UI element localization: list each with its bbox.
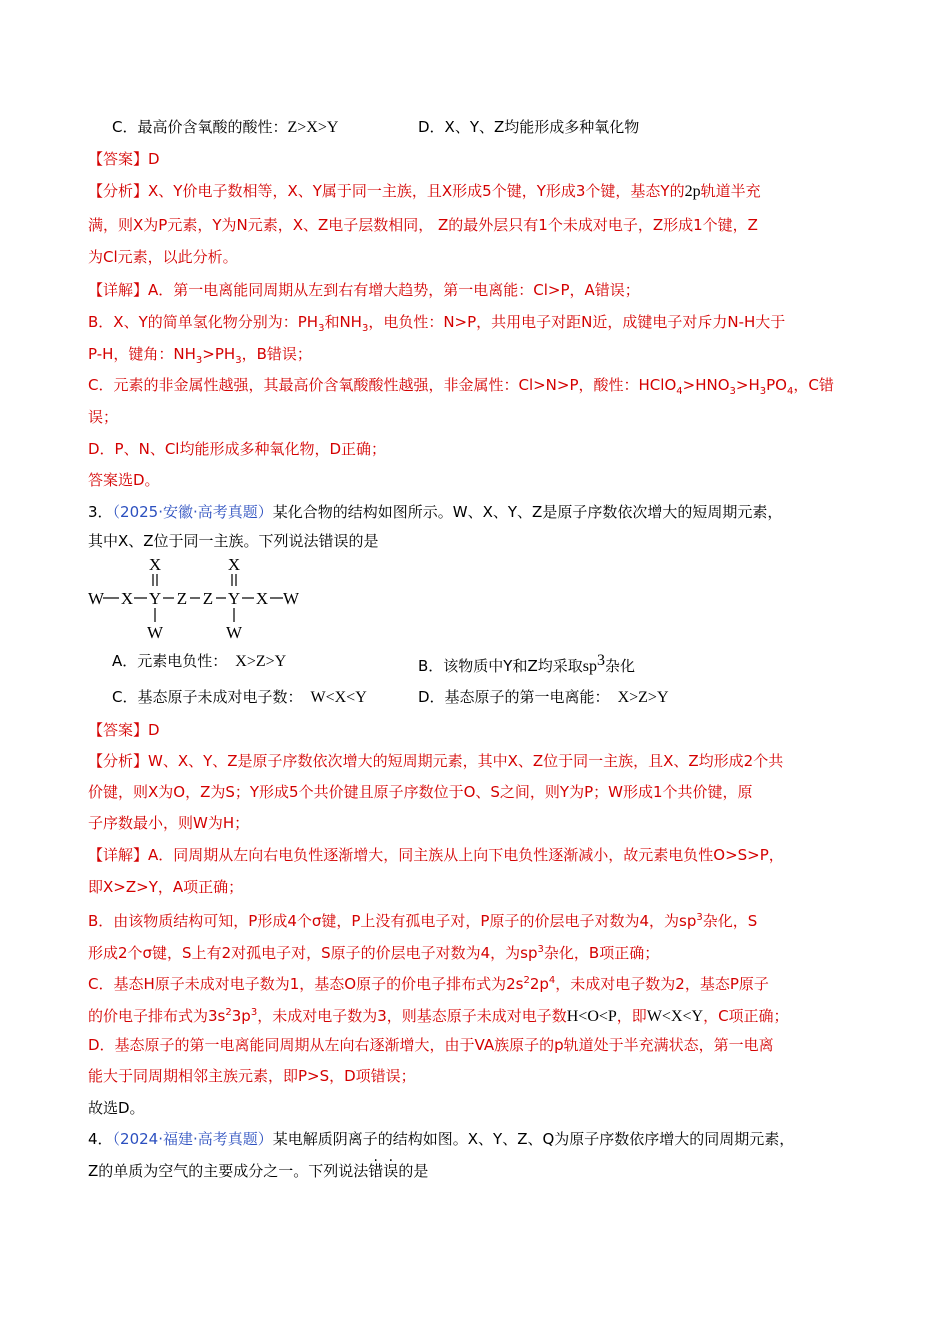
option-formula: W<X<Y (310, 689, 367, 706)
text: ，C项正确； (703, 1007, 789, 1025)
option-text: 杂化 (604, 657, 635, 675)
q2-conclusion: 答案选D。 (88, 471, 160, 489)
sp-formula: sp (582, 658, 597, 675)
atom-w-1: W (87, 589, 105, 608)
text: 的价电子排布式为3s (88, 1007, 226, 1025)
text: P-H，键角：NH (88, 345, 196, 363)
stem-text: 某化合物的结构如图所示。W、X、Y、Z是原子序数依次增大的短周期元素， (272, 503, 783, 521)
q3-option-a (112, 650, 286, 673)
text: ，C错 (793, 376, 834, 394)
option-label: B．该物质中Y和Z均采取 (418, 657, 583, 675)
detail-text: A．第一电离能同周期从左到右有增大趋势，第一电离能：Cl>P，A错误； (148, 281, 640, 299)
text: >H (735, 376, 760, 394)
detail-tag: 【详解】 (88, 281, 149, 299)
atom-z-2: Z (202, 589, 214, 608)
atom-x-top-right: X (227, 556, 241, 574)
q3-stem-line-2: 其中X、Z位于同一主族。下列说法错误的是 (88, 532, 379, 550)
option-label: C．基态原子未成对电子数： (112, 688, 303, 706)
option-formula: X>Z>Y (235, 653, 287, 670)
q3-analysis-line-2: 价键，则X为O，Z为S；Y形成5个共价键且原子序数位于O、S之间，则Y为P；W形成1个共价键，原 (88, 783, 753, 801)
text: ，即 (616, 1007, 647, 1025)
subscript: 4 (676, 386, 683, 397)
option-formula: X>Z>Y (617, 689, 669, 706)
text: ，B错误； (241, 345, 312, 363)
q2-option-c (112, 116, 338, 139)
atom-y-2: Y (227, 589, 241, 608)
q3-option-c (112, 686, 367, 709)
q3-conclusion: 故选D。 (88, 1099, 145, 1117)
superscript: 3 (696, 912, 703, 923)
subscript: 3 (361, 323, 369, 334)
q2-answer (88, 148, 868, 170)
orbital-formula: 2p (684, 183, 701, 200)
text: C．元素的非金属性越强，其最高价含氧酸酸性越强，非金属性：Cl>N>P，酸性：HClO (88, 376, 677, 394)
text: 3p (231, 1007, 251, 1025)
text: B．X、Y的简单氢化物分别为：PH (88, 313, 319, 331)
q2-detail-d: D．P、N、Cl均能形成多种氧化物，D正确； (88, 440, 387, 458)
atom-w-bottom-right: W (225, 623, 243, 642)
question-source: （2024·福建·高考真题） (112, 1130, 273, 1148)
q2-analysis-line-1 (88, 180, 868, 203)
text: 杂化，S (702, 912, 758, 930)
analysis-text: X、Y价电子数相等，X、Y属于同一主族，且X形成5个键，Y形成3个键，基态Y的 (148, 182, 685, 200)
superscript: 4 (548, 975, 556, 986)
emphasis-char: 错 (368, 1162, 384, 1180)
analysis-tag: 【分析】 (88, 752, 149, 770)
text: B．由该物质结构可知，P形成4个σ键，P上没有孤电子对，P原子的价层电子对数为4，为sp (88, 912, 697, 930)
text: 形成2个σ键，S上有2对孤电子对，S原子的价层电子对数为4，为sp (88, 944, 538, 962)
q3-stem-line-1 (88, 501, 868, 523)
q2-option-d: D．X、Y、Z均能形成多种氧化物 (418, 118, 640, 136)
atom-w-2: W (282, 589, 300, 608)
q3-option-b (418, 650, 635, 678)
q2-detail-b-2 (88, 343, 868, 372)
formula: H<O<P (566, 1008, 617, 1025)
q4-stem-line-1 (88, 1128, 868, 1150)
stem-text: 某电解质阴离子的结构如图。X、Y、Z、Q为原子序数依序增大的同周期元素， (272, 1130, 795, 1148)
option-label: A．元素电负性： (112, 652, 228, 670)
q3-analysis-line-3: 子序数最小，则W为H； (88, 814, 250, 832)
text: 和NH (324, 313, 362, 331)
q3-detail-a-1 (88, 844, 868, 866)
subscript: 4 (786, 386, 794, 397)
text: C．基态H原子未成对电子数为1，基态O原子的价电子排布式为2s (88, 975, 524, 993)
text: ，未成对电子数为3，则基态原子未成对电子数 (257, 1007, 567, 1025)
text: ，电负性：N>P，共用电子对距N近，成键电子对斥力N-H大于 (368, 313, 786, 331)
option-label: D．基态原子的第一电离能： (418, 688, 610, 706)
q3-detail-d-2: 能大于同周期相邻主族元素，即P>S，D项错误； (88, 1067, 416, 1085)
text: ，未成对电子数为2，基态P原子 (555, 975, 769, 993)
atom-x-top-left: X (148, 556, 162, 574)
q2-detail-c-2: 误； (88, 408, 119, 426)
q3-detail-b-1 (88, 907, 868, 932)
answer-tag: 【答案】 (88, 150, 149, 168)
q4-stem-line-2 (88, 1160, 868, 1182)
question-number: 3． (88, 503, 113, 521)
q2-option-c-label: C．最高价含氧酸的酸性： (112, 118, 288, 136)
stem-text: 的是 (398, 1162, 429, 1180)
q2-detail-c-1 (88, 374, 868, 403)
q2-option-c-formula: Z>X>Y (287, 119, 339, 136)
q2-analysis-line-2: 满，则X为P元素，Y为N元素，X、Z电子层数相同， Z的最外层只有1个未成对电子，Z形成1个键，Z (88, 216, 758, 234)
q3-detail-b-2 (88, 939, 868, 964)
analysis-text: W、X、Y、Z是原子序数依次增大的短周期元素，其中X、Z位于同一主族，且X、Z均形成2个共 (148, 752, 784, 770)
q3-detail-a-2: 即X>Z>Y，A项正确； (88, 878, 244, 896)
superscript: 3 (250, 1007, 258, 1018)
atom-x-1: X (120, 589, 134, 608)
atom-w-bottom-left: W (146, 623, 164, 642)
subscript: 3 (318, 323, 325, 334)
q3-answer (88, 719, 868, 741)
atom-y-1: Y (148, 589, 162, 608)
detail-tag: 【详解】 (88, 846, 149, 864)
analysis-text: 轨道半充 (700, 182, 761, 200)
question-number: 4． (88, 1130, 113, 1148)
subscript: 3 (195, 355, 203, 366)
subscript: 3 (729, 386, 736, 397)
text: >PH (202, 345, 236, 363)
stem-text: Z的单质为空气的主要成分之一。下列说法 (88, 1162, 369, 1180)
q2-analysis-line-3: 为Cl元素，以此分析。 (88, 248, 238, 266)
subscript: 3 (235, 355, 242, 366)
superscript: 3 (596, 652, 605, 669)
superscript: 2 (523, 975, 530, 986)
q3-detail-c-1 (88, 970, 868, 995)
text: 2p (529, 975, 549, 993)
formula: W<X<Y (646, 1008, 704, 1025)
question-source: （2025·安徽·高考真题） (112, 503, 273, 521)
superscript: 3 (537, 944, 544, 955)
atom-z-1: Z (176, 589, 188, 608)
answer-value: D (148, 150, 160, 168)
q3-analysis-line-1 (88, 750, 868, 772)
answer-tag: 【答案】 (88, 721, 149, 739)
subscript: 3 (759, 386, 767, 397)
text: 杂化，B项正确； (543, 944, 660, 962)
q3-option-d (418, 686, 669, 709)
q2-detail-b-1 (88, 311, 868, 340)
analysis-tag: 【分析】 (88, 182, 149, 200)
superscript: 2 (225, 1007, 232, 1018)
answer-value: D (148, 721, 160, 739)
q2-detail-a (88, 279, 868, 301)
text: PO (766, 376, 787, 394)
detail-text: A．同周期从左向右电负性逐渐增大，同主族从上向下电负性逐渐减小，故元素电负性O>S>P， (148, 846, 784, 864)
atom-x-2: X (255, 589, 269, 608)
q3-detail-d-1: D．基态原子的第一电离能同周期从左向右逐渐增大，由于VA族原子的p轨道处于半充满状态，第一电离 (88, 1036, 774, 1054)
structure-diagram (84, 556, 314, 644)
text: >HNO (682, 376, 730, 394)
q3-detail-c-2 (88, 1002, 868, 1028)
emphasis-char: 误 (383, 1162, 399, 1180)
